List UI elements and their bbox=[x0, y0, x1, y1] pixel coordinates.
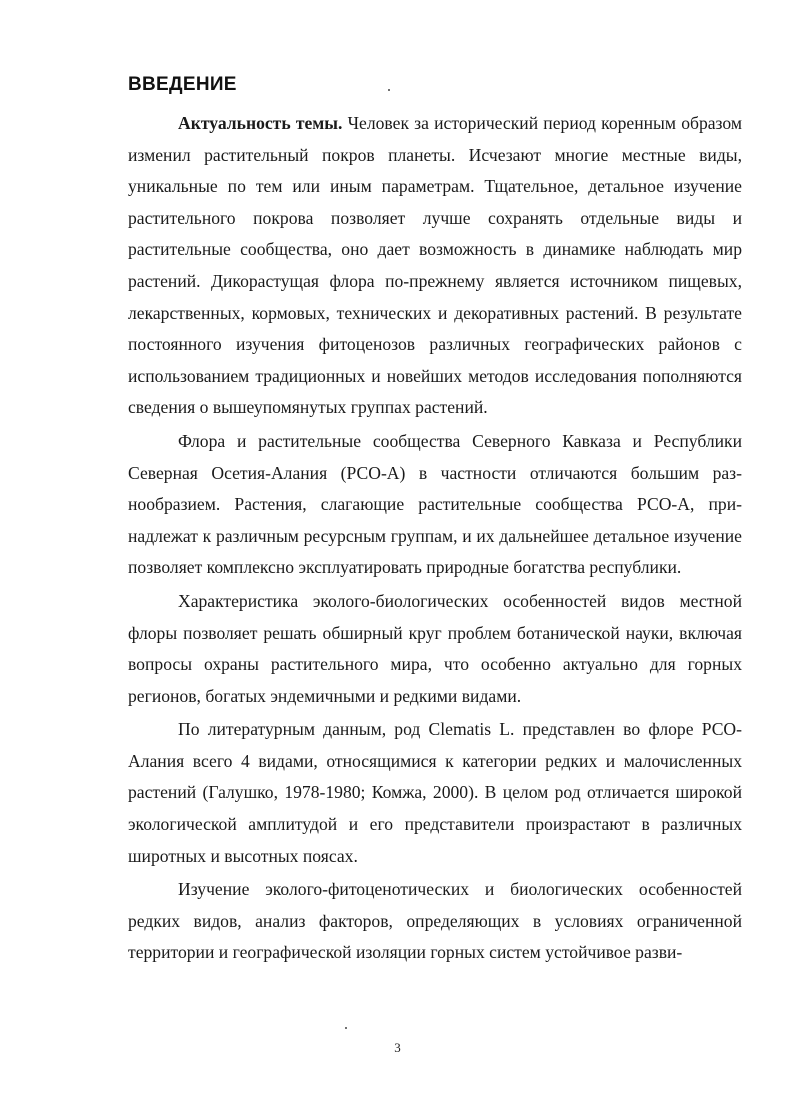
paragraph-study: Изучение эколого-фитоценотических и биологических особенностей редких видов, анализ факторов, определяющих в условиях ограниченной территории и географической изоляции горных систем устойчивое разви- bbox=[128, 879, 742, 963]
section-heading: ВВЕДЕНИЕ bbox=[128, 74, 237, 95]
paragraph-relevance bbox=[128, 108, 742, 424]
paragraph-lead: Актуальность темы. bbox=[178, 113, 343, 133]
body-text bbox=[128, 108, 742, 971]
paragraph-clematis: По литературным данным, род Clematis L. представлен во флоре РСО-Алания всего 4 видами, относящимися к категории редких и малочисленных растений (Галушко, 1978-1980; Комжа, 2000). В целом род отличается широкой экологической амплитудой и его представители произрастают в различных широтных и высотных поясах. bbox=[128, 719, 742, 866]
scan-speck bbox=[388, 89, 390, 91]
paragraph-text: Человек за исторический период коренным образом изменил растительный покров планеты. Исчезают многие местные виды, уникальные по тем или иным параметрам. Тщательное, детальное изучение растительного покрова позволяет лучше сохранять отдельные виды и растительные сообщества, оно дает возможность в динамике наблюдать мир растений. Дикорастущая флора по-прежнему является источником пищевых, лекарственных, кормовых, технических и декоративных растений. В результате постоянного изучения фитоценозов различных географических районов с использованием традиционных и новейших методов исследования пополняются сведения о вышеупомянутых группах растений. bbox=[128, 113, 743, 418]
paragraph-characteristics: Характеристика эколого-биологических особенностей видов местной флоры позволяет решать обширный круг проблем ботанической науки, включая вопросы охраны растительного мира, что особенно актуально для горных регионов, богатых эндемичными и редкими видами. bbox=[128, 590, 742, 706]
page-number: 3 bbox=[394, 1040, 401, 1055]
scan-speck bbox=[345, 1027, 347, 1029]
paragraph-flora: Флора и растительные сообщества Северного Кавказа и Республики Северная Осетия-Алания (РСО-А) в частности отличаются большим разнообразием. Растения, слагающие растительные сообщества РСО-А, принадлежат к различным ресурсным группам, и их дальнейшее детальное изучение позволяет комплексно эксплуатировать природные богатства республики. bbox=[128, 430, 742, 578]
